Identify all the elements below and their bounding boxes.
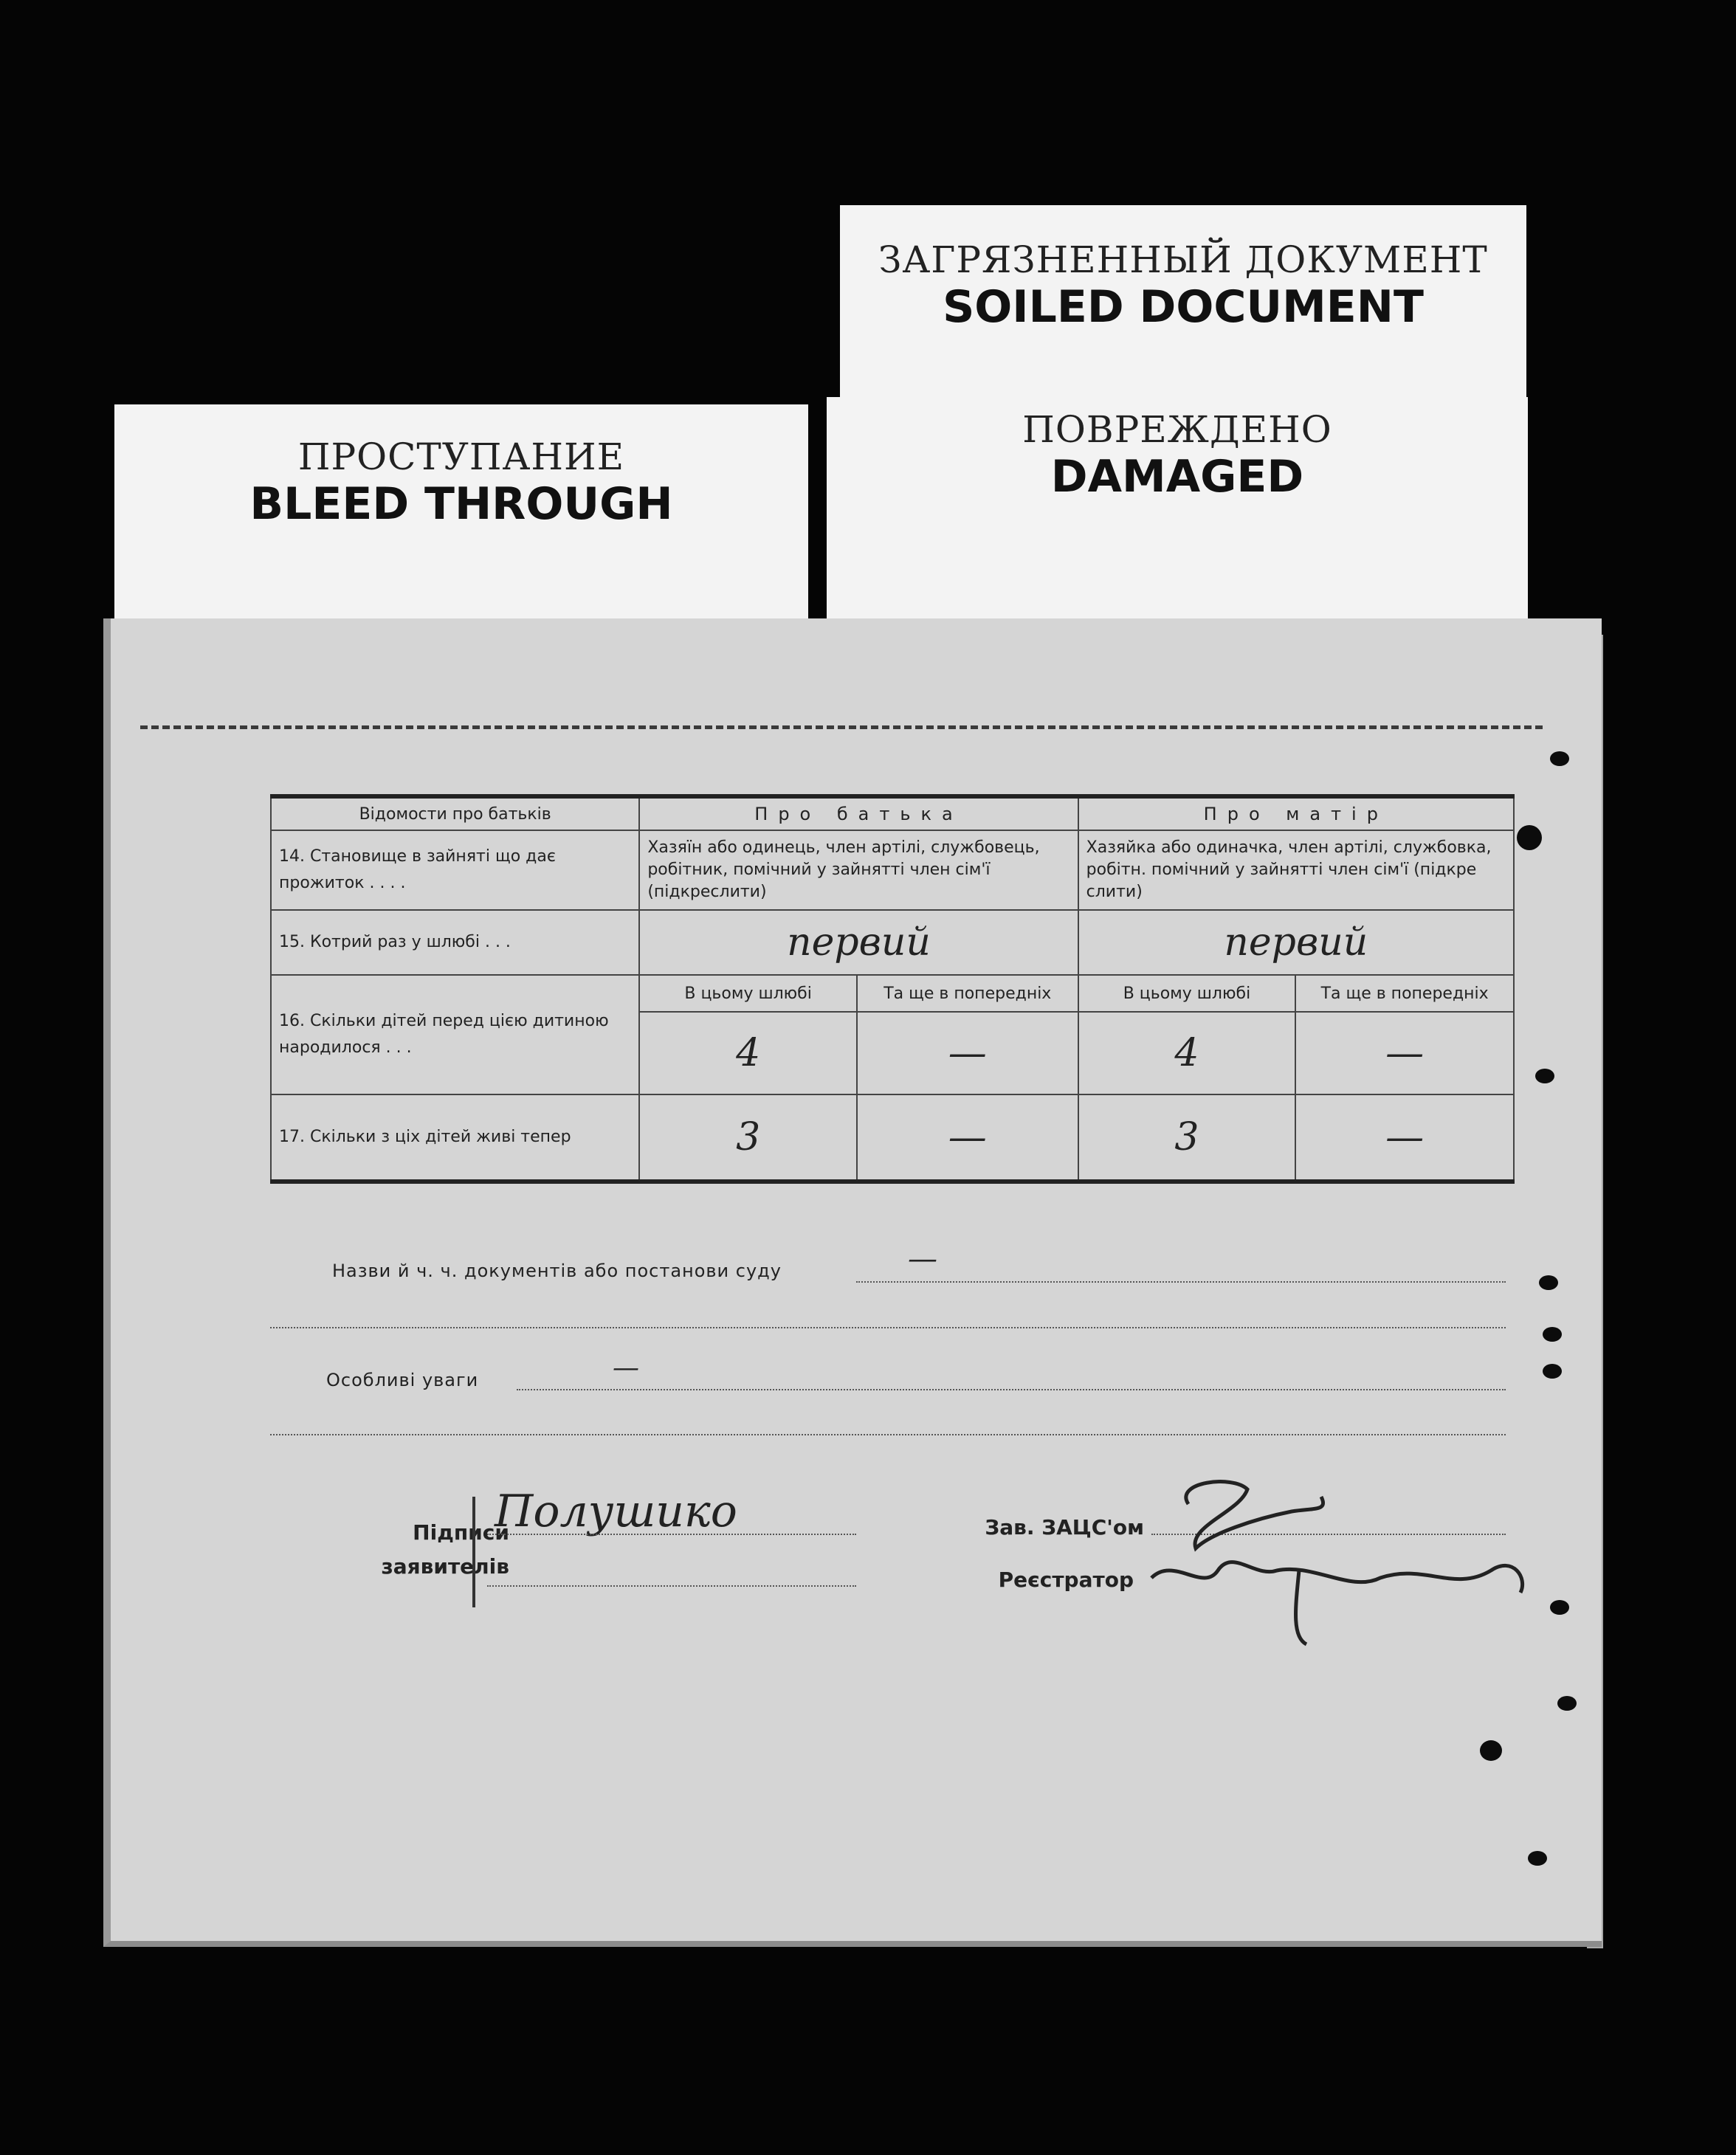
q16-father-prev: — [857,1012,1078,1094]
punch-hole [1543,1327,1562,1342]
punch-hole [1543,1364,1562,1379]
q16-label: 16. Скільки дітей перед цією дитиною народилося . . . [271,975,639,1094]
applicants-label-2: заявителів [381,1554,509,1579]
applicant-sig-line-1 [487,1534,856,1535]
perforation-line [140,725,1543,729]
remarks-dotline-2 [270,1434,1506,1435]
bleed-flag-en: BLEED THROUGH [249,478,673,530]
applicants-label-1: Підписи [413,1520,509,1545]
q17-label: 17. Скільки з ціх дітей живі тепер [271,1094,639,1182]
q17-father-prev: — [857,1094,1078,1182]
subhead-father-prev: Та ще в попередніх [857,975,1078,1012]
bleed-flag-ru: ПРОСТУПАНИЕ [297,435,625,478]
head-zags-label: Зав. ЗАЦС'ом [985,1515,1144,1539]
damaged-flag-ru: ПОВРЕЖДЕНО [1022,408,1332,451]
q17-mother-prev: — [1295,1094,1514,1182]
punch-hole [1539,1275,1558,1290]
q15-label: 15. Котрий раз у шлюбі . . . [271,910,639,975]
punch-hole [1550,751,1569,766]
document-sheet [103,618,1602,1947]
documents-label: Назви й ч. ч. документів або постанови суду [332,1261,782,1281]
damaged-flag-en: DAMAGED [1050,451,1304,503]
subhead-mother-this: В цьому шлюбі [1078,975,1296,1012]
subhead-mother-prev: Та ще в попередніх [1295,975,1514,1012]
q16-father-this: 4 [639,1012,857,1094]
official-signatures [1144,1467,1557,1652]
documents-dotline [856,1281,1506,1283]
remarks-value: — [613,1353,639,1383]
registrar-label: Реєстратор [998,1568,1134,1592]
soiled-flag-en: SOILED DOCUMENT [943,281,1424,333]
q15-father-value: первий [639,910,1078,975]
remarks-dotline [517,1389,1506,1390]
q17-father-this: 3 [639,1094,857,1182]
documents-value: — [908,1242,937,1276]
table-header-info: Відомости про батьків [271,796,639,830]
parents-info-table [270,794,1515,1184]
punch-hole [1517,825,1542,850]
remarks-label: Особливі уваги [326,1370,479,1390]
applicant-signature: Полушико [495,1486,737,1537]
punch-hole [1480,1740,1502,1761]
applicant-sig-line-2 [487,1585,856,1587]
table-header-mother: Про матір [1078,796,1514,830]
punch-hole [1528,1851,1547,1866]
damaged-flag [827,397,1528,618]
q14-label: 14. Становище в зайняті що дає прожиток . . . . [271,830,639,910]
q17-mother-this: 3 [1078,1094,1296,1182]
punch-hole [1535,1069,1554,1083]
applicants-brace [472,1497,475,1607]
q16-mother-prev: — [1295,1012,1514,1094]
q15-mother-value: первий [1078,910,1514,975]
q16-mother-this: 4 [1078,1012,1296,1094]
soiled-flag-ru: ЗАГРЯЗНЕННЫЙ ДОКУМЕНТ [878,238,1488,281]
q14-mother-options: Хазяйка або одиначка, член артілі, службовка, робітн. помічний у зайнятті член сім'ї (підкре слити) [1078,830,1514,910]
documents-dotline-2 [270,1327,1506,1328]
q14-father-options: Хазяїн або одинець, член артілі, службовець, робітник, помічний у зайнятті член сім'ї (підкреслити) [639,830,1078,910]
table-header-father: Про батька [639,796,1078,830]
punch-hole [1557,1696,1577,1711]
bleed-through-flag [114,404,808,626]
soiled-document-flag [840,205,1526,419]
subhead-father-this: В цьому шлюбі [639,975,857,1012]
